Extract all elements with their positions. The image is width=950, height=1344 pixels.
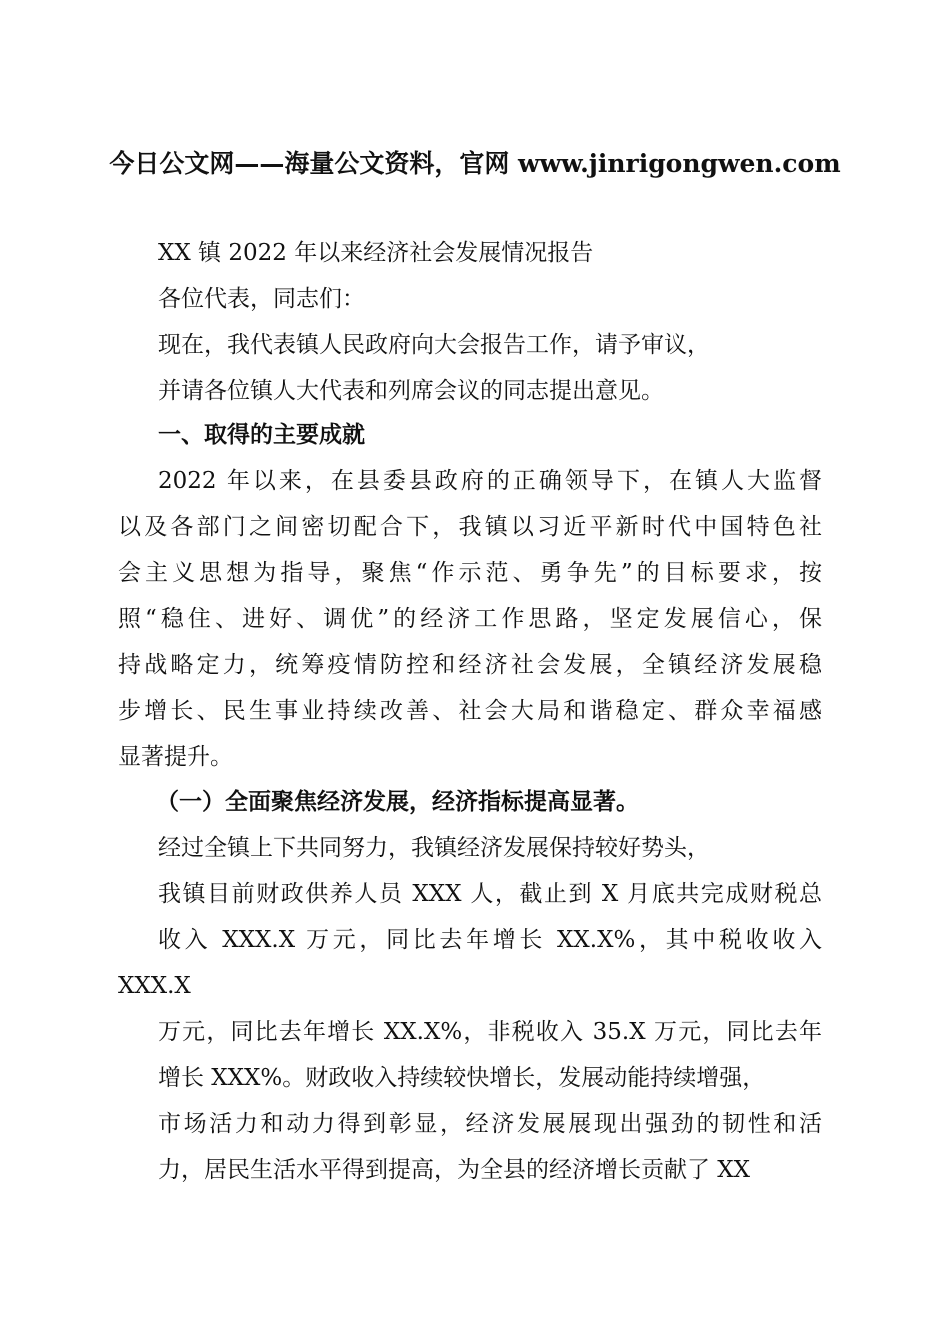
subsection-heading: （一）全面聚焦经济发展，经济指标提高显著。 (156, 788, 639, 815)
paragraph-line: 力，居民生活水平得到提高，为全县的经济增长贡献了 XX (158, 1157, 751, 1183)
paragraph-line: XXX.X (118, 973, 191, 999)
paragraph-line: 市场活力和动力得到彰显，经济发展展现出强劲的韧性和活 (158, 1111, 822, 1137)
paragraph-line: 万元，同比去年增长 XX.X%，非税收入 35.X 万元，同比去年 (158, 1019, 822, 1045)
paragraph-line: 增长 XXX%。财政收入持续较快增长，发展动能持续增强， (158, 1065, 766, 1091)
paragraph-line: 2022 年以来，在县委县政府的正确领导下，在镇人大监督 (158, 468, 822, 494)
intro-line: 现在，我代表镇人民政府向大会报告工作，请予审议， (158, 332, 710, 358)
document-title: XX 镇 2022 年以来经济社会发展情况报告 (158, 240, 594, 266)
paragraph-line: 收入 XXX.X 万元，同比去年增长 XX.X%，其中税收收入 (158, 927, 822, 953)
paragraph-line: 经过全镇上下共同努力，我镇经济发展保持较好势头， (158, 835, 710, 861)
salutation: 各位代表，同志们： (158, 286, 365, 312)
paragraph-line: 会主义思想为指导，聚焦“作示范、勇争先”的目标要求，按 (118, 560, 822, 586)
paragraph-line: 照“稳住、进好、调优”的经济工作思路，坚定发展信心，保 (118, 606, 822, 632)
paragraph-line: 我镇目前财政供养人员 XXX 人，截止到 X 月底共完成财税总 (158, 881, 822, 907)
paragraph-line: 步增长、民生事业持续改善、社会大局和谐稳定、群众幸福感 (118, 698, 822, 724)
site-header: 今日公文网——海量公文资料，官网 www.jinrigongwen.com (109, 149, 841, 178)
paragraph-line: 以及各部门之间密切配合下，我镇以习近平新时代中国特色社 (118, 514, 822, 540)
paragraph-line: 显著提升。 (118, 744, 233, 770)
section-heading: 一、取得的主要成就 (158, 421, 365, 448)
paragraph-line: 持战略定力，统筹疫情防控和经济社会发展，全镇经济发展稳 (118, 652, 822, 678)
intro-line: 并请各位镇人大代表和列席会议的同志提出意见。 (158, 378, 664, 404)
